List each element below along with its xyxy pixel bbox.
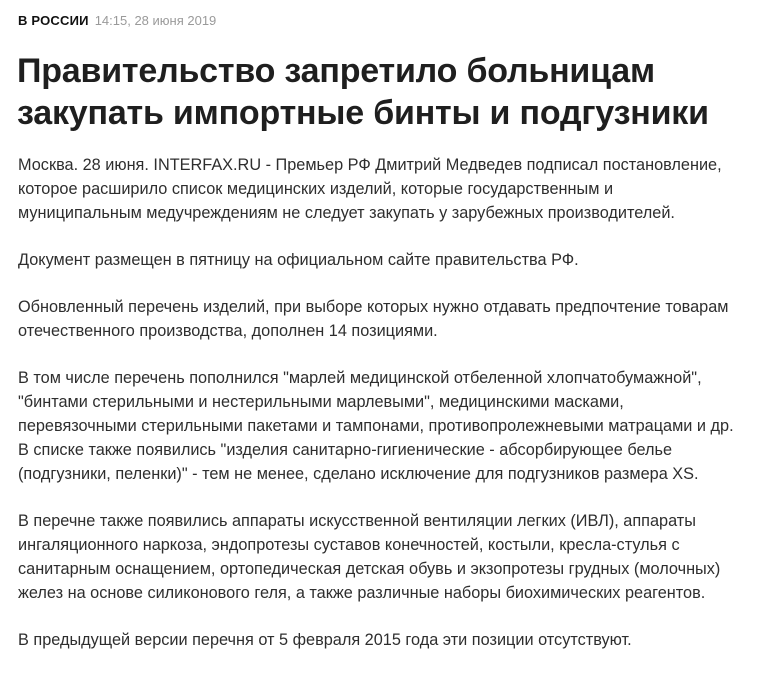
paragraph: [18, 509, 763, 605]
text-line: отечественного производства, дополнен 14 позициями.: [18, 322, 438, 340]
article-title: [17, 50, 762, 134]
text-line: "бинтами стерильными и нестерильными марлевыми", медицинскими масками,: [18, 393, 624, 411]
text-line: муниципальным медучреждениям не следует закупать у зарубежных производителей.: [18, 204, 675, 222]
text-line: (подгузники, пеленки)" - тем не менее, сделано исключение для подгузников размера XS.: [18, 465, 699, 483]
text-line: В предыдущей версии перечня от 5 февраля 2015 года эти позиции отсутствуют.: [18, 631, 632, 649]
article-body: [18, 153, 763, 675]
paragraph: [18, 628, 763, 652]
text-line: В списке также появились "изделия санитарно-гигиенические - абсорбирующее белье: [18, 441, 673, 459]
text-line: В перечне также появились аппараты искусственной вентиляции легких (ИВЛ), аппараты: [18, 512, 696, 530]
rubric-link[interactable]: В РОССИИ: [18, 13, 89, 28]
text-line: желез на основе силиконового геля, а также различные наборы биохимических реагентов.: [18, 584, 706, 602]
publish-datetime: 14:15, 28 июня 2019: [94, 13, 217, 28]
text-line: которое расширило список медицинских изделий, которые государственным и: [18, 180, 614, 198]
paragraph: [18, 153, 763, 225]
title-line: Правительство запретило больницам: [17, 52, 655, 90]
article-meta: [18, 13, 216, 29]
paragraph: [18, 295, 763, 343]
text-line: ингаляционного наркоза, эндопротезы суставов конечностей, костыли, кресла-стулья с: [18, 536, 680, 554]
paragraph: [18, 366, 763, 486]
text-line: санитарным оснащением, ортопедическая детская обувь и экзопротезы грудных (молочных): [18, 560, 721, 578]
text-line: В том числе перечень пополнился "марлей медицинской отбеленной хлопчатобумажной",: [18, 369, 702, 387]
text-line: Документ размещен в пятницу на официальном сайте правительства РФ.: [18, 251, 579, 269]
text-line: перевязочными стерильными пакетами и тампонами, противопролежневыми матрацами и др.: [18, 417, 734, 435]
text-line: Обновленный перечень изделий, при выборе которых нужно отдавать предпочтение товарам: [18, 298, 729, 316]
paragraph: [18, 248, 763, 272]
text-line: Москва. 28 июня. INTERFAX.RU - Премьер РФ Дмитрий Медведев подписал постановление,: [18, 156, 722, 174]
title-line: закупать импортные бинты и подгузники: [17, 94, 709, 132]
